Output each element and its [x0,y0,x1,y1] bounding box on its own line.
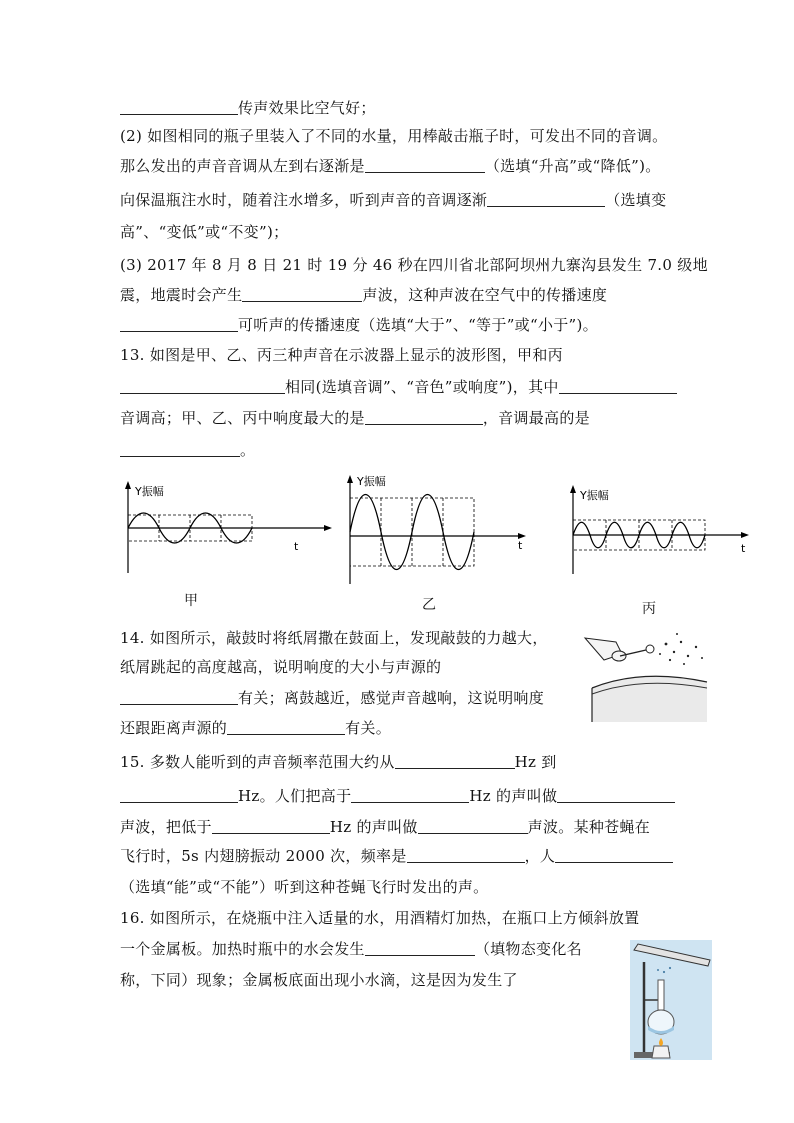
q13-line3: 音调高；甲、乙、丙中响度最大的是 ，音调最高的是 [120,409,590,427]
answer-blank[interactable] [407,846,525,863]
waveform-label-yi: 乙 [422,597,436,613]
answer-blank[interactable] [351,786,469,803]
q12-line7: 震，地震时会产生 声波，这种声波在空气中的传播速度 [120,286,608,304]
answer-blank[interactable] [120,688,238,705]
q12-line8: 可听声的传播速度（选填“大于”、“等于”或“小于”)。 [120,315,598,335]
q15-line4: 飞行时，5s 内翅膀振动 2000 次，频率是 ，人 [120,846,673,866]
q15-line2: Hz。人们把高于 Hz 的声叫做 [120,786,675,806]
answer-blank[interactable] [487,190,605,207]
axis-t-label: t [294,540,299,553]
q12-line5: 高”、“变低”或“不变”)； [120,223,289,241]
q16-line3: 称，下同）现象；金属板底面出现小水滴，这是因为发生了 [120,971,518,989]
answer-blank[interactable] [418,817,528,834]
q12-line4: 向保温瓶注水时，随着注水增多，听到声音的音调逐渐 （选填变 [120,191,667,209]
q14-line4: 还跟距离声源的 有关。 [120,719,392,737]
q12-line3: 那么发出的声音音调从左到右逐渐是 （选填“升高”或“降低”)。 [120,157,661,175]
axis-y-label: Y振幅 [135,485,164,498]
answer-blank[interactable] [365,408,483,425]
answer-blank[interactable] [120,440,240,457]
q12-line1: 传声效果比空气好； [120,98,376,118]
answer-blank[interactable] [557,786,675,803]
answer-blank[interactable] [120,315,238,332]
drum-illustration [582,630,712,722]
q15-line3: 声波，把低于 Hz 的声叫做 声波。某种苍蝇在 [120,818,651,836]
waveform-bing [563,482,763,577]
waveform-label-bing: 丙 [642,601,656,617]
q12-line2: (2) 如图相同的瓶子里装入了不同的水量，用棒敲击瓶子时，可发出不同的音调。 [120,127,668,145]
answer-blank[interactable] [559,377,677,394]
axis-t-label: t [518,539,523,552]
answer-blank[interactable] [365,939,475,956]
q15-line5: （选填“能”或“不能”）听到这种苍蝇飞行时发出的声。 [120,878,489,896]
q15-line1: 15. 多数人能听到的声音频率范围大约从 Hz 到 [120,753,557,771]
q13-line2: 相同(选填音调”、“音色”或响度”)，其中 [120,377,677,397]
flask-heating-illustration [630,940,712,1060]
q14-line1: 14. 如图所示，敲鼓时将纸屑撒在鼓面上，发现敲鼓的力越大， [120,629,548,647]
q12-line6: (3) 2017 年 8 月 8 日 21 时 19 分 46 秒在四川省北部阿坝州九寨沟县发生 7.0 级地 [120,256,708,274]
answer-blank[interactable] [120,786,238,803]
q16-line1: 16. 如图所示，在烧瓶中注入适量的水，用酒精灯加热，在瓶口上方倾斜放置 [120,909,640,927]
answer-blank[interactable] [120,98,238,115]
q16-line2: 一个金属板。加热时瓶中的水会发生 （填物态变化名 [120,940,582,958]
answer-blank[interactable] [365,156,485,173]
waveform-label-jia: 甲 [184,593,198,609]
axis-t-label: t [741,542,746,555]
answer-blank[interactable] [212,817,330,834]
axis-y-label: Y振幅 [357,475,386,488]
q13-line1: 13. 如图是甲、乙、丙三种声音在示波器上显示的波形图，甲和丙 [120,346,563,364]
q14-line3: 有关；离鼓越近，感觉声音越响，这说明响度 [120,688,544,708]
waveform-jia [118,478,338,576]
q14-line2: 纸屑跳起的高度越高，说明响度的大小与声源的 [120,658,442,676]
answer-blank[interactable] [227,718,345,735]
answer-blank[interactable] [395,752,515,769]
axis-y-label: Y振幅 [580,489,609,502]
q13-line4: 。 [120,440,255,460]
answer-blank[interactable] [242,285,362,302]
answer-blank[interactable] [555,846,673,863]
answer-blank[interactable] [120,377,285,394]
waveform-yi [340,472,540,587]
